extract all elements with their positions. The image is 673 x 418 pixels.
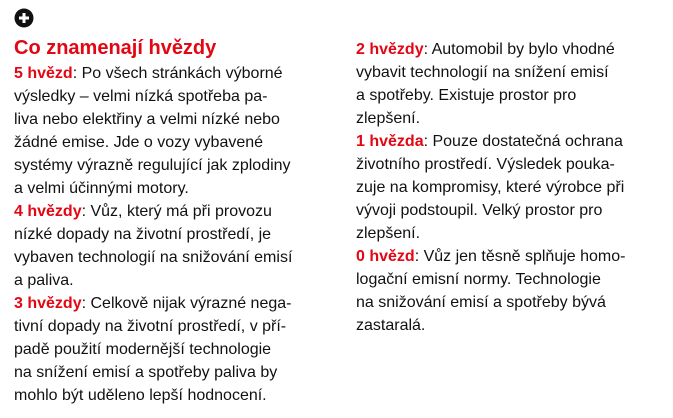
entry-text: : Vůz, který má při provozu xyxy=(81,203,272,220)
rating-label: 2 hvězdy xyxy=(356,41,424,58)
rating-entry-1-star xyxy=(356,130,661,245)
entry-text: : Po všech stránkách výborné xyxy=(72,65,283,82)
entry-text: a spotřeby. Existuje prostor pro xyxy=(356,87,577,104)
entry-first-line xyxy=(356,245,661,268)
rating-entry-4-stars xyxy=(14,200,339,292)
entry-text: mohlo být uděleno lepší hodnocení. xyxy=(14,387,267,404)
entry-first-line xyxy=(14,62,339,85)
rating-label: 0 hvězd xyxy=(356,248,415,265)
entry-text: vývoji podstoupil. Velký prostor pro xyxy=(356,202,603,219)
entry-text: : Automobil by bylo vhodné xyxy=(423,41,615,58)
entry-text: žádné emise. Jde o vozy vybavené xyxy=(14,134,264,151)
rating-entry-3-stars xyxy=(14,292,339,407)
rating-label: 3 hvězdy xyxy=(14,295,82,312)
entry-text: a paliva. xyxy=(14,272,74,289)
entry-text: padě použití modernější technologie xyxy=(14,341,272,358)
right-column xyxy=(356,38,661,337)
entry-text: zlepšení. xyxy=(356,225,421,242)
entry-text: logační emisní normy. Technologie xyxy=(356,271,601,288)
entry-text: na snižování emisí a spotřeby bývá xyxy=(356,294,606,311)
entry-text: výsledky – velmi nízká spotřeba pa- xyxy=(14,88,268,105)
entry-text: na snížení emisí a spotřeby paliva by xyxy=(14,364,278,381)
entry-text: a velmi účinnými motory. xyxy=(14,180,189,197)
plus-circle-icon xyxy=(14,8,34,28)
entry-text: : Vůz jen těsně splňuje homo- xyxy=(414,248,626,265)
page-title: Co znamenají hvězdy xyxy=(14,37,217,59)
entry-text: : Celkově nijak výrazné nega- xyxy=(81,295,292,312)
entry-first-line xyxy=(356,38,661,61)
entry-text: zastaralá. xyxy=(356,317,426,334)
entry-text: vybavit technologií na snížení emisí xyxy=(356,64,609,81)
rating-label: 5 hvězd xyxy=(14,65,73,82)
entry-text: nízké dopady na životní prostředí, je xyxy=(14,226,272,243)
entry-text: vybaven technologií na snižování emisí xyxy=(14,249,293,266)
entry-text: systémy výrazně regulující jak zplodiny xyxy=(14,157,291,174)
entry-first-line xyxy=(14,292,339,315)
entry-text: tivní dopady na životní prostředí, v pří- xyxy=(14,318,287,335)
entry-text: zuje na kompromisy, které výrobce při xyxy=(356,179,625,196)
rating-label: 1 hvězda xyxy=(356,133,424,150)
entry-text: zlepšení. xyxy=(356,110,421,127)
rating-label: 4 hvězdy xyxy=(14,203,82,220)
entry-text: životního prostředí. Výsledek pouka- xyxy=(356,156,615,173)
entry-first-line xyxy=(14,200,339,223)
rating-entry-2-stars xyxy=(356,38,661,130)
left-column xyxy=(14,62,339,407)
rating-entry-0-stars xyxy=(356,245,661,337)
entry-text: : Pouze dostatečná ochrana xyxy=(423,133,623,150)
entry-text: liva nebo elektřiny a velmi nízké nebo xyxy=(14,111,280,128)
rating-entry-5-stars xyxy=(14,62,339,200)
entry-first-line xyxy=(356,130,661,153)
